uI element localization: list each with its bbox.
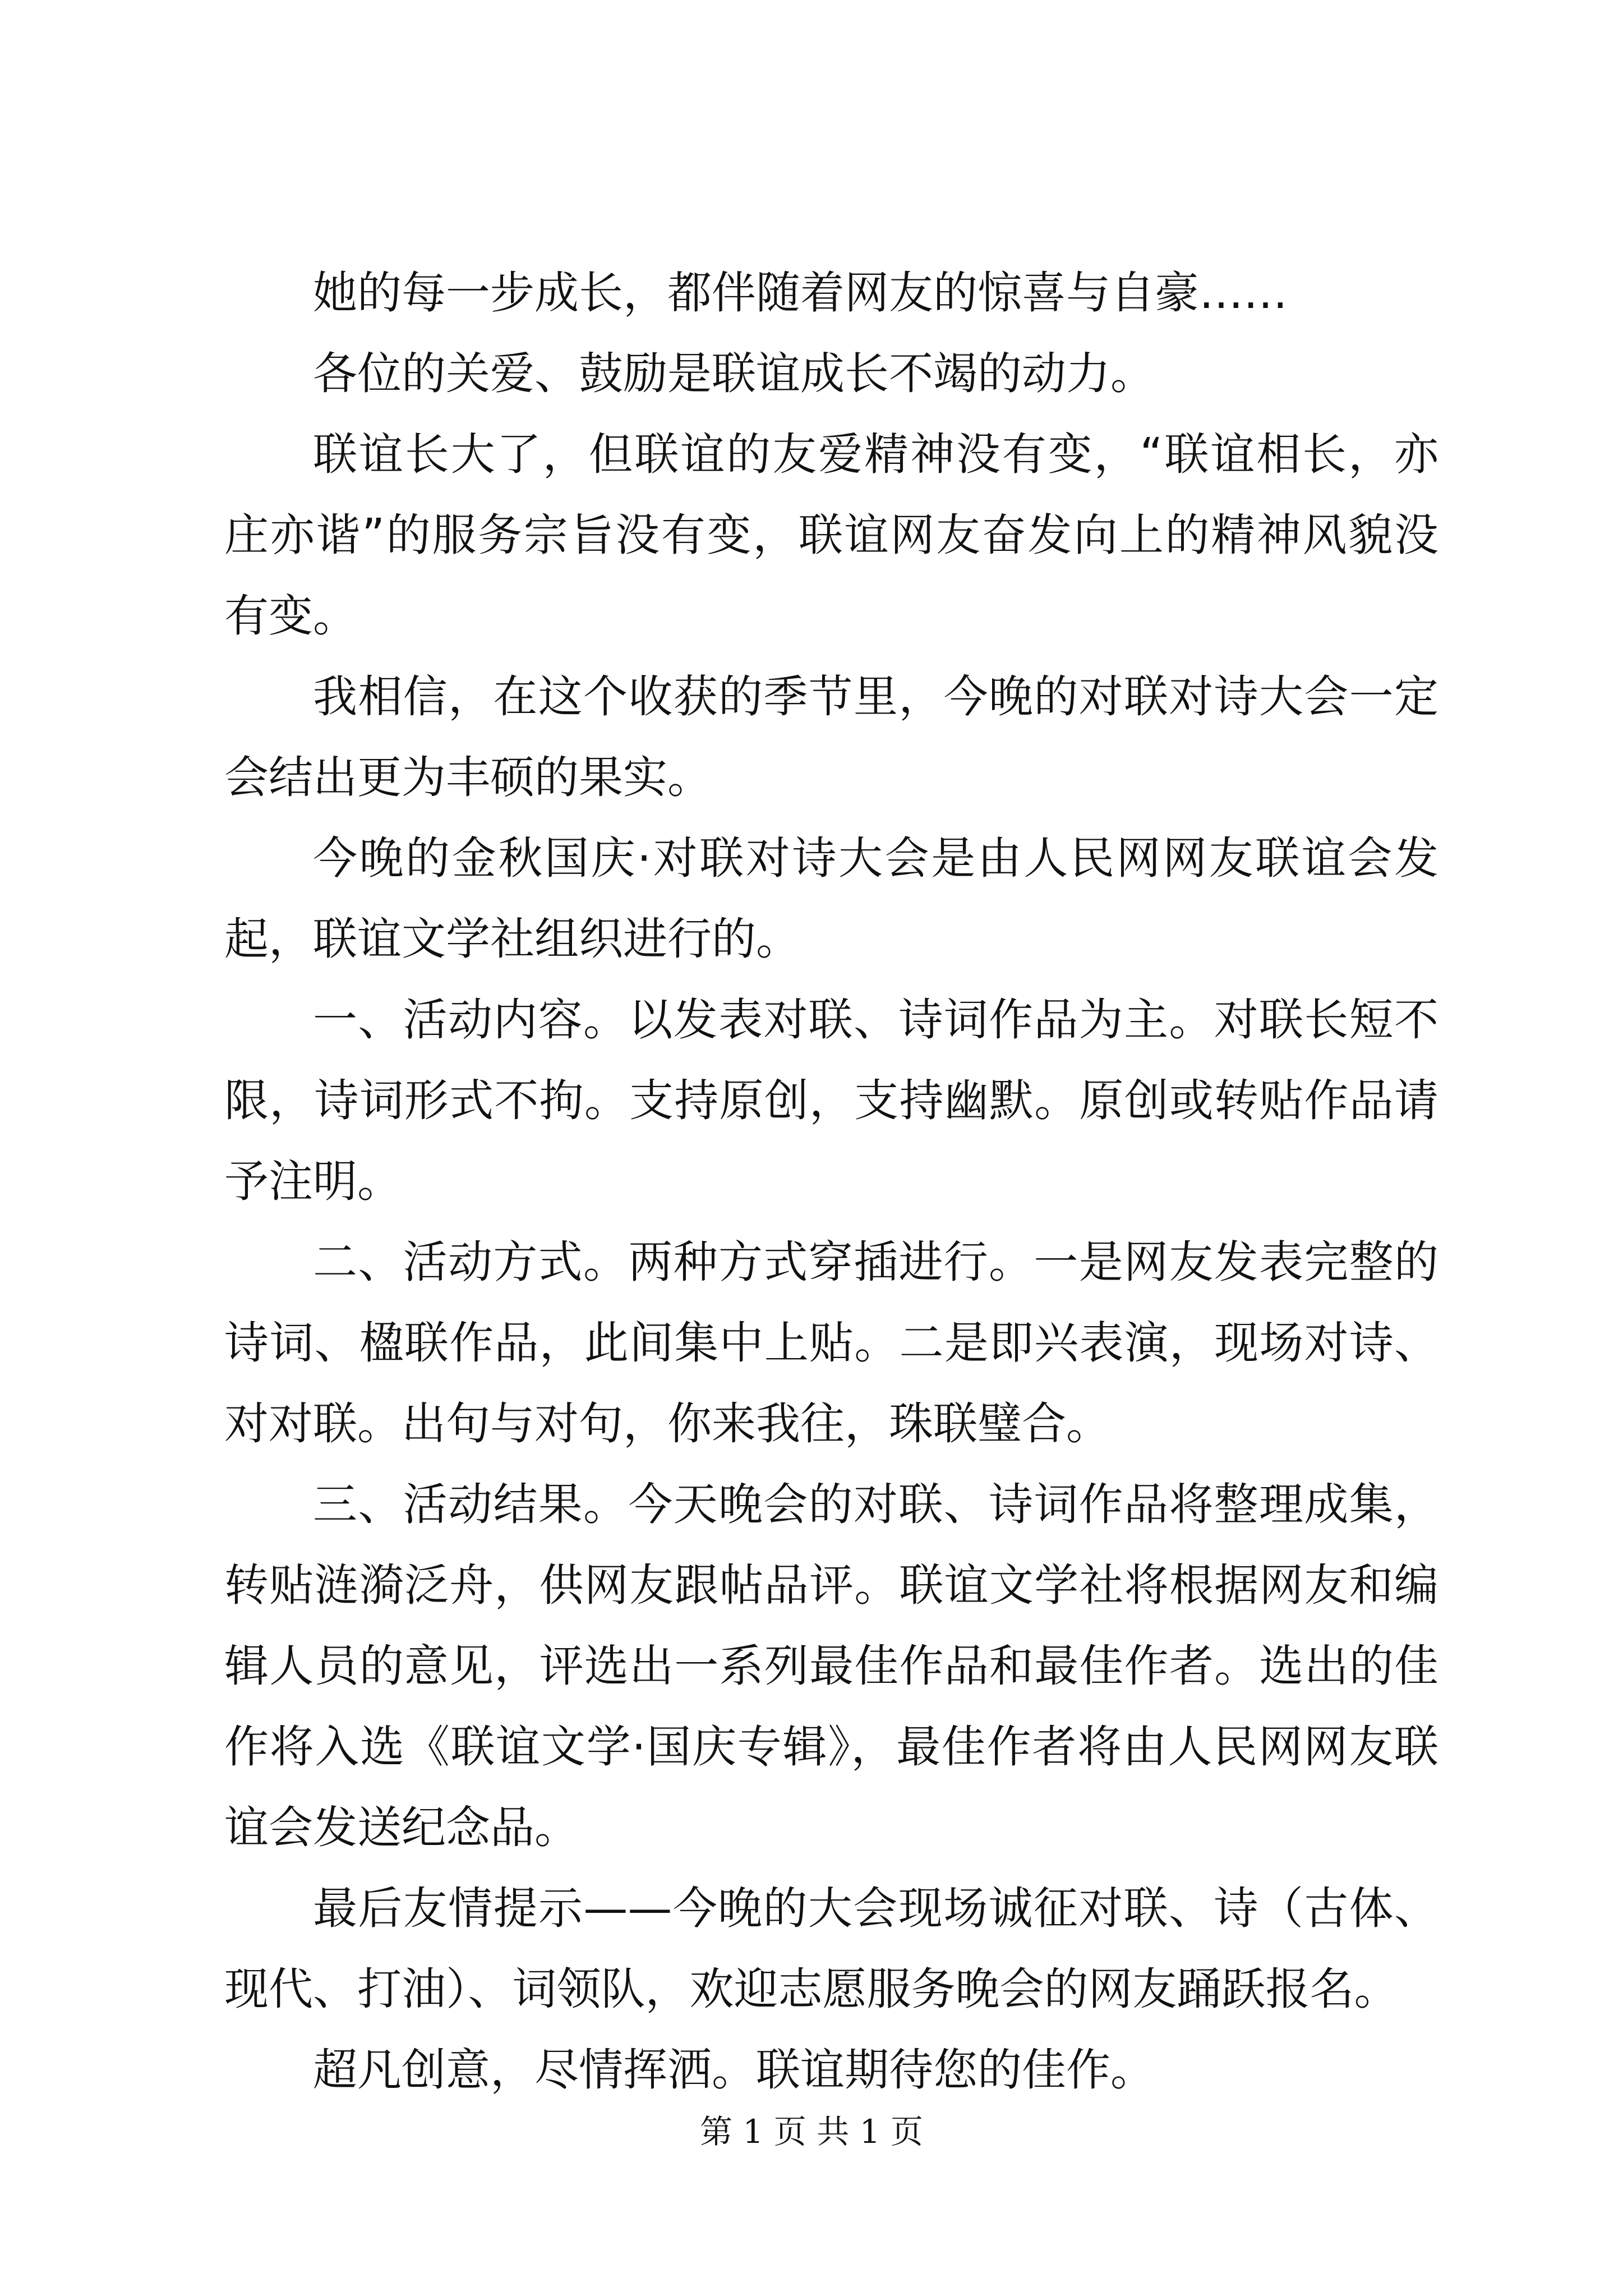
paragraph: 最后友情提示——今晚的大会现场诚征对联、诗（古体、现代、打油）、词领队，欢迎志愿服务晚会的网友踊跃报名。 <box>224 1883 1438 2015</box>
document-body <box>224 252 1438 2110</box>
page-number-footer: 第 1 页 共 1 页 <box>700 2113 923 2151</box>
paragraph: 我相信，在这个收获的季节里，今晚的对联对诗大会一定会结出更为丰硕的果实。 <box>224 671 1438 803</box>
paragraph: 二、活动方式。两种方式穿插进行。一是网友发表完整的诗词、楹联作品，此间集中上贴。二是即兴表演，现场对诗、对对联。出句与对句，你来我往，珠联璧合。 <box>224 1236 1438 1450</box>
paragraph: 三、活动结果。今天晚会的对联、诗词作品将整理成集，转贴涟漪泛舟，供网友跟帖品评。联谊文学社将根据网友和编辑人员的意见，评选出一系列最佳作品和最佳作者。选出的佳作将入选《联谊文学·国庆专辑》，最佳作者将由人民网网友联谊会发送纪念品。 <box>224 1479 1438 1853</box>
paragraph: 各位的关爱、鼓励是联谊成长不竭的动力。 <box>313 348 1155 399</box>
paragraph: 一、活动内容。以发表对联、诗词作品为主。对联长短不限，诗词形式不拘。支持原创，支持幽默。原创或转贴作品请予注明。 <box>224 994 1438 1207</box>
paragraph: 今晚的金秋国庆·对联对诗大会是由人民网网友联谊会发起，联谊文学社组织进行的。 <box>224 832 1438 965</box>
paragraph: 联谊长大了，但联谊的友爱精神没有变，“联谊相长，亦庄亦谐”的服务宗旨没有变，联谊网友奋发向上的精神风貌没有变。 <box>224 429 1438 642</box>
paragraph: 超凡创意，尽情挥洒。联谊期待您的佳作。 <box>313 2044 1155 2096</box>
paragraph: 她的每一步成长，都伴随着网友的惊喜与自豪…… <box>313 267 1288 319</box>
